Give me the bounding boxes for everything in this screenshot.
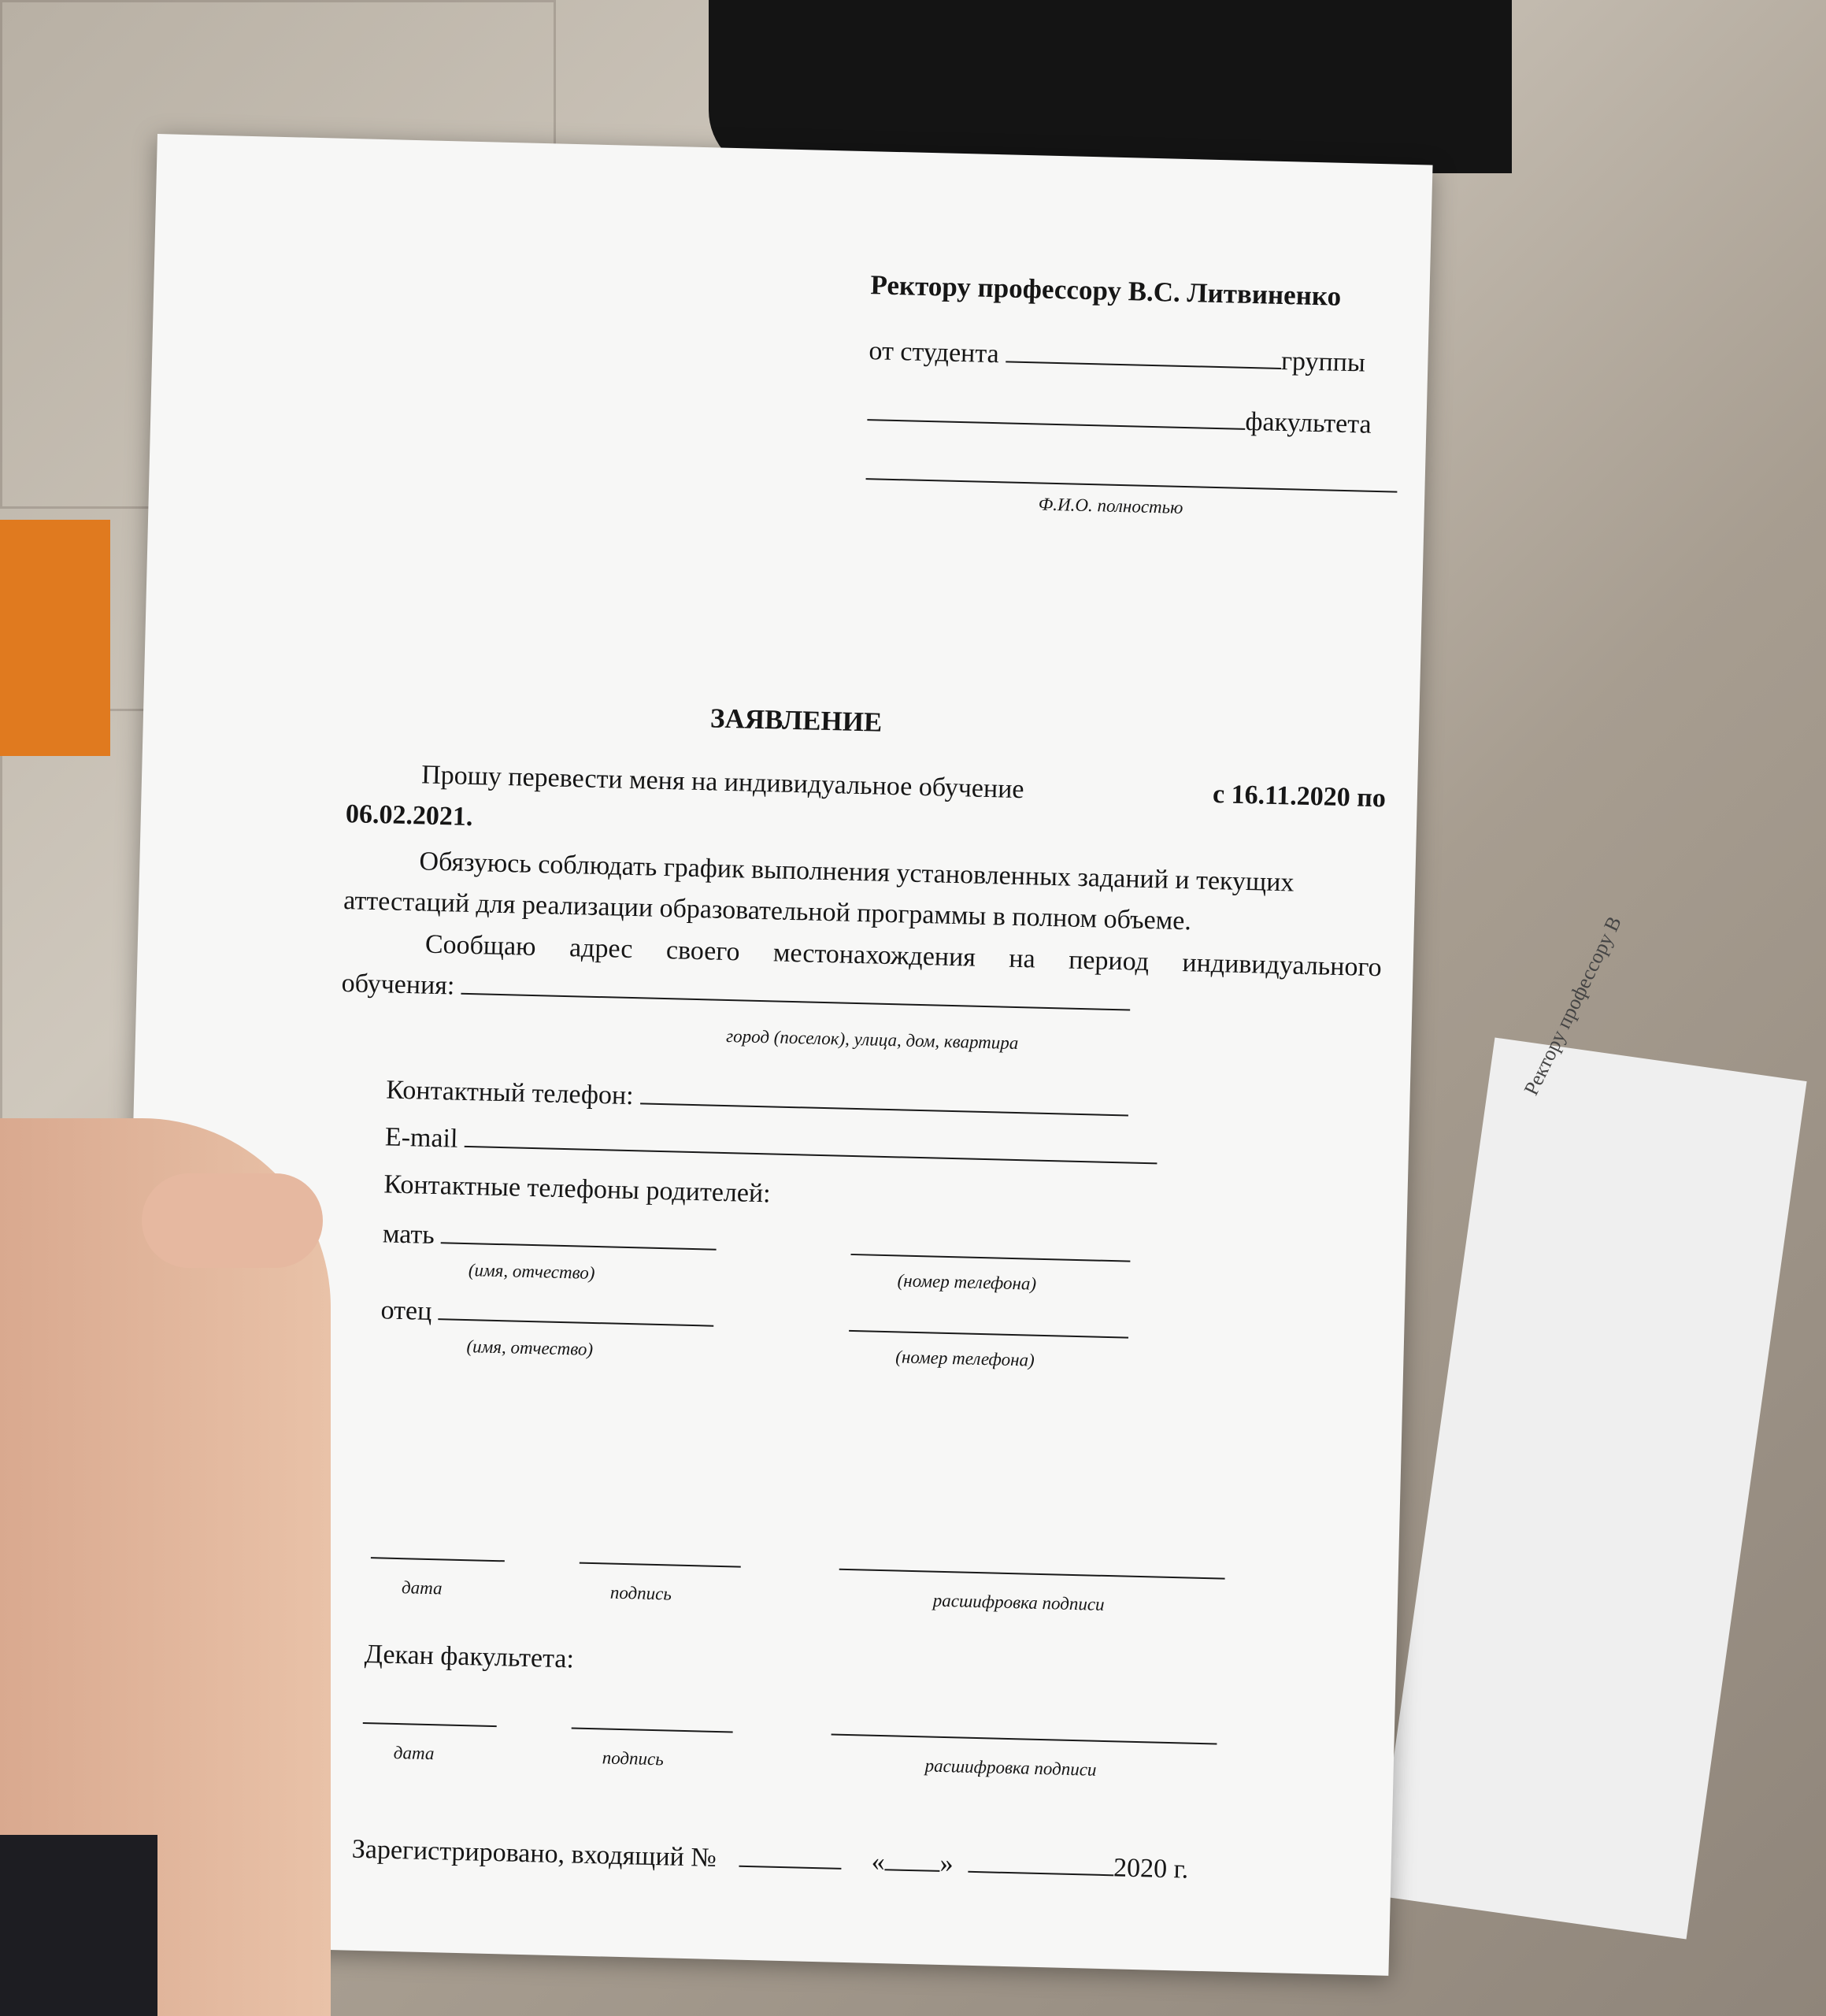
registration-number-field[interactable] [739,1842,842,1870]
dean-signature-decode-field[interactable] [832,1734,1217,1745]
student-signature-decode-field[interactable] [839,1569,1225,1580]
registration-row [351,1833,1188,1885]
mother-phone-field[interactable] [850,1254,1130,1262]
registration-day-field[interactable] [884,1845,940,1872]
second-sheet [1374,913,1806,1940]
father-row [380,1293,714,1333]
obligation-line-1: Обязуюсь соблюдать график выполнения установленных заданий и текущих [419,847,1294,898]
father-name-field[interactable] [439,1295,715,1327]
address-hint: город (поселок), улица, дом, квартира [725,1025,1019,1054]
student-signature-hint: подпись [609,1582,672,1604]
quote-close: » [939,1848,954,1879]
student-name-field[interactable] [1006,337,1282,369]
second-sheet-text: Ректору профессору В [1519,913,1626,1099]
faculty-field[interactable] [867,395,1246,430]
mother-row [382,1217,717,1257]
background-dark-object [709,0,1512,173]
transfer-dates-end: 06.02.2021. [345,799,473,832]
group-label: группы [1280,346,1366,378]
student-signature-field[interactable] [580,1562,741,1568]
address-line-1: Сообщаю адрес своего местонахождения на период индивидуального [424,929,1383,983]
registration-month-field[interactable] [968,1847,1114,1877]
dean-signature-hint: подпись [602,1747,665,1770]
faculty-label: факультета [1245,406,1372,439]
father-name-hint: (имя, отчество) [466,1336,594,1359]
transfer-dates-start: с 16.11.2020 по [1212,779,1387,813]
dean-label: Декан факультета: [364,1640,575,1674]
mother-name-hint: (имя, отчество) [468,1260,595,1284]
student-date-field[interactable] [371,1557,505,1562]
quote-open: « [871,1847,886,1877]
dean-decode-hint: расшифровка подписи [924,1755,1097,1780]
student-date-hint: дата [401,1577,443,1599]
email-field[interactable] [465,1122,1158,1164]
fio-field[interactable] [866,478,1398,492]
from-student-row [869,334,1365,378]
fio-hint: Ф.И.О. полностью [1038,494,1183,517]
dean-date-field[interactable] [363,1722,497,1727]
registration-year: 2020 г. [1113,1853,1189,1884]
thumb [142,1173,323,1268]
address-line-2: обучения: [341,969,455,1001]
father-label: отец [380,1295,432,1326]
mother-name-field[interactable] [441,1218,717,1251]
phone-field[interactable] [640,1079,1129,1116]
dean-signature-field[interactable] [572,1727,733,1732]
phone-row [386,1073,1129,1123]
background-orange-object [0,520,110,756]
transfer-text: Прошу перевести меня на индивидуальное обучение [420,760,1024,805]
dean-date-hint: дата [393,1742,435,1764]
addressee: Ректору профессору В.С. Литвиненко [870,269,1342,312]
email-label: E-mail [384,1122,458,1154]
from-student-label: от студента [869,336,1000,369]
student-decode-hint: расшифровка подписи [932,1590,1105,1614]
father-phone-hint: (номер телефона) [895,1347,1035,1370]
document-title: ЗАЯВЛЕНИЕ [709,702,883,738]
faculty-row [867,395,1372,440]
phone-label: Контактный телефон: [385,1075,635,1111]
registration-label: Зарегистрировано, входящий № [351,1834,717,1873]
email-row [384,1120,1157,1171]
obligation-line-2: аттестаций для реализации образовательной программы в полном объеме. [343,886,1192,936]
mother-phone-hint: (номер телефона) [897,1270,1037,1294]
parents-label: Контактные телефоны родителей: [383,1169,772,1209]
mother-label: мать [382,1219,435,1251]
father-phone-field[interactable] [849,1330,1128,1339]
sleeve [0,1835,157,2016]
